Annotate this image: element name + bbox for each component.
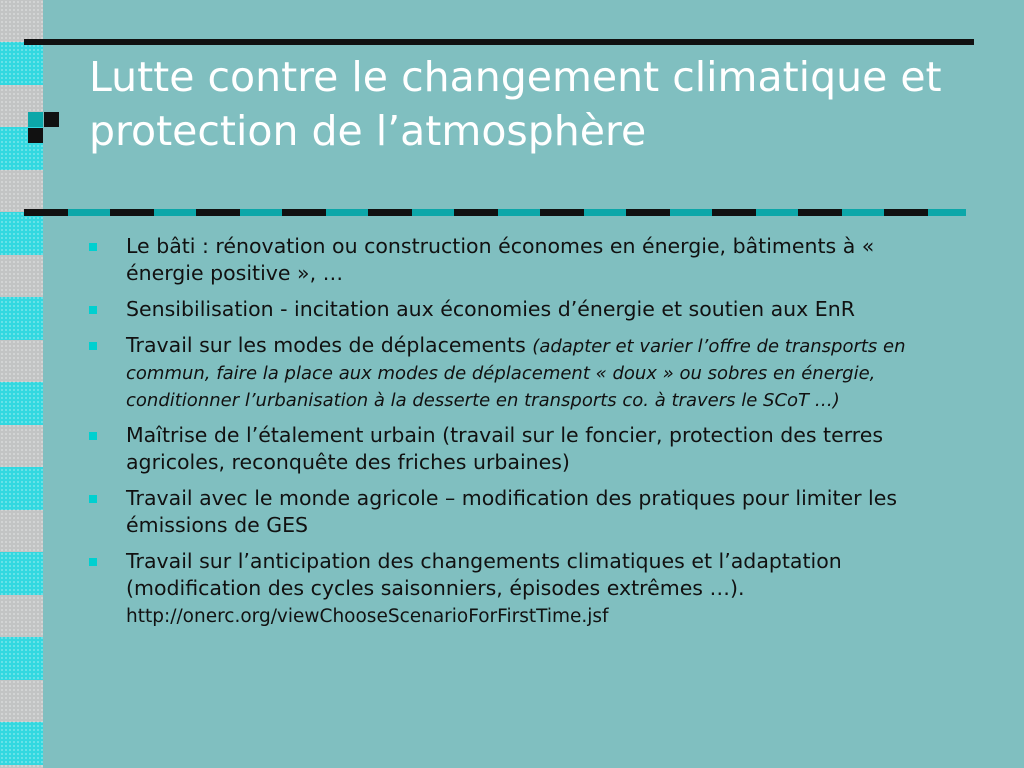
square-bullet-icon	[89, 342, 97, 350]
slide-title: Lutte contre le changement climatique et protection de l’atmosphère	[89, 53, 942, 155]
square-bullet-icon	[89, 243, 97, 251]
reference-link[interactable]: http://onerc.org/viewChooseScenarioForFirstTime.jsf	[126, 606, 609, 627]
square-bullet-icon	[89, 558, 97, 566]
list-item	[89, 485, 949, 539]
bullet-list	[89, 233, 949, 639]
top-rule	[24, 39, 974, 45]
bullet-text: Le bâti : rénovation ou construction économes en énergie, bâtiments à « énergie positive », …	[126, 234, 875, 285]
bullet-text: Maîtrise de l’étalement urbain (travail sur le foncier, protection des terres agricoles, reconquête des friches urbaines)	[126, 423, 884, 474]
list-item	[89, 422, 949, 476]
title-square-icon	[28, 112, 60, 144]
list-item	[89, 332, 949, 413]
list-item	[89, 296, 949, 323]
title-divider	[24, 209, 966, 216]
bullet-text: Sensibilisation - incitation aux économies d’énergie et soutien aux EnR	[126, 297, 855, 321]
square-bullet-icon	[89, 495, 97, 503]
list-item	[89, 233, 949, 287]
bullet-text: Travail avec le monde agricole – modification des pratiques pour limiter les émissions de GES	[126, 486, 898, 537]
bullet-note: (adapter et varier l’offre de transports en commun, faire la place aux modes de déplacement « doux » ou sobres en énergie, conditionner l’urbanisation à la desserte en transports co. à travers le SCoT …)	[126, 336, 906, 411]
bullet-text: Travail sur les modes de déplacements	[126, 333, 533, 357]
square-bullet-icon	[89, 432, 97, 440]
list-item	[89, 548, 949, 630]
bullet-text: Travail sur l’anticipation des changements climatiques et l’adaptation (modification des cycles saisonniers, épisodes extrêmes …).	[126, 549, 842, 600]
square-bullet-icon	[89, 306, 97, 314]
